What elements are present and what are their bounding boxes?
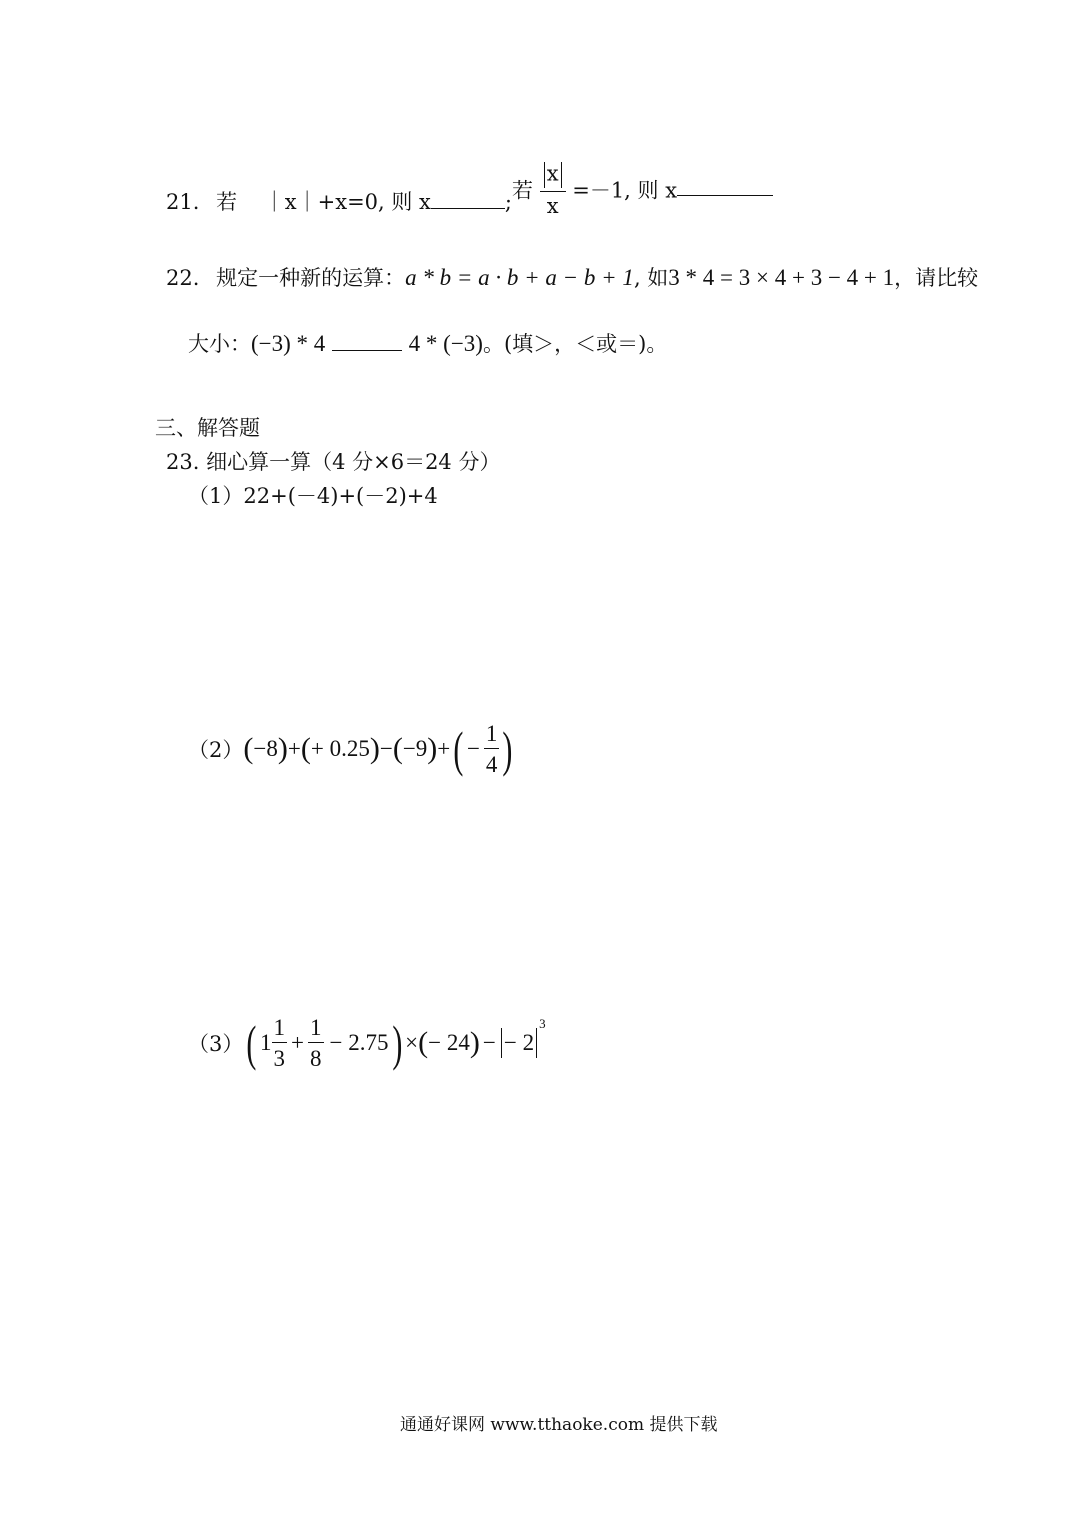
q23-p2-expression: ( −8 ) + ( + 0.25 ) − ( −9 ) + ( − $\frac{1}{4}$ ) [243, 721, 513, 777]
q21-number: 21. [166, 190, 200, 214]
q21-abs-fraction [540, 162, 566, 217]
q23-p3-fraction-1: $\frac{1}{3}$ [273, 1015, 286, 1071]
q21-frac-denominator: x [546, 194, 559, 218]
q22-instruction: 。(填＞，＜或＝)。 [482, 332, 668, 356]
question-22-line-1 [166, 262, 978, 292]
q22-example-prefix: , 如 [633, 266, 669, 290]
q23-p1-expr: 22+(－4)+(－2)+4 [243, 484, 438, 508]
q21-ruo-2: 若 [512, 178, 533, 203]
q21-frac-numerator: x [540, 162, 566, 192]
q22-line2-prefix: 大小： [188, 332, 251, 356]
q22-example: 3 * 4 = 3 × 4 + 3 − 4 + 1 [668, 265, 895, 290]
page-footer: 通通好课网 www.tthaoke.com 提供下载 [400, 1415, 718, 1435]
q23-p2-label: （2） [188, 738, 244, 762]
q23-p2-fraction: $\frac{1}{4}$ [485, 721, 498, 777]
q22-intro: 规定一种新的运算： [216, 266, 406, 290]
q23-p3-exponent: 3 [539, 1016, 546, 1031]
q23-p3-label: （3） [188, 1032, 244, 1056]
q23-p3-fraction-2: $\frac{1}{8}$ [310, 1015, 322, 1071]
question-21 [166, 186, 512, 216]
q23-part-1 [188, 480, 438, 510]
q22-suffix: ，请比较 [894, 266, 979, 290]
q23-part-3 [188, 1008, 546, 1078]
question-21-part-2 [512, 162, 773, 217]
q22-answer-blank [332, 330, 402, 351]
q22-definition: a * b = a · b + a − b + 1 [405, 265, 634, 290]
q23-p3-expression: ( 1 $\frac{1}{3}$ + $\frac{1}{8}$ − 2.75 ) × ( − 24 ) − − 2 $^3$ [246, 1015, 546, 1071]
question-22-line-2 [188, 328, 667, 358]
q21-ruo-1: 若 [216, 190, 238, 214]
q21-expr-2: =－1, 则 x [572, 178, 678, 203]
q22-number: 22. [166, 266, 200, 290]
q23-p1-label: （1） [188, 484, 244, 508]
q21-answer-blank-2 [677, 183, 773, 196]
q21-answer-blank-1 [431, 188, 505, 209]
q21-separator: ; [504, 190, 512, 214]
section-3-title: 三、解答题 [155, 416, 260, 440]
q21-expr-1: ｜x｜+x=0, 则 x [263, 190, 431, 214]
question-23-title: 23. 细心算一算（4 分×6＝24 分） [166, 450, 501, 474]
q23-part-2 [188, 716, 516, 782]
q22-right-expr: 4 * (−3) [408, 331, 483, 356]
q22-left-expr: (−3) * 4 [251, 331, 326, 356]
